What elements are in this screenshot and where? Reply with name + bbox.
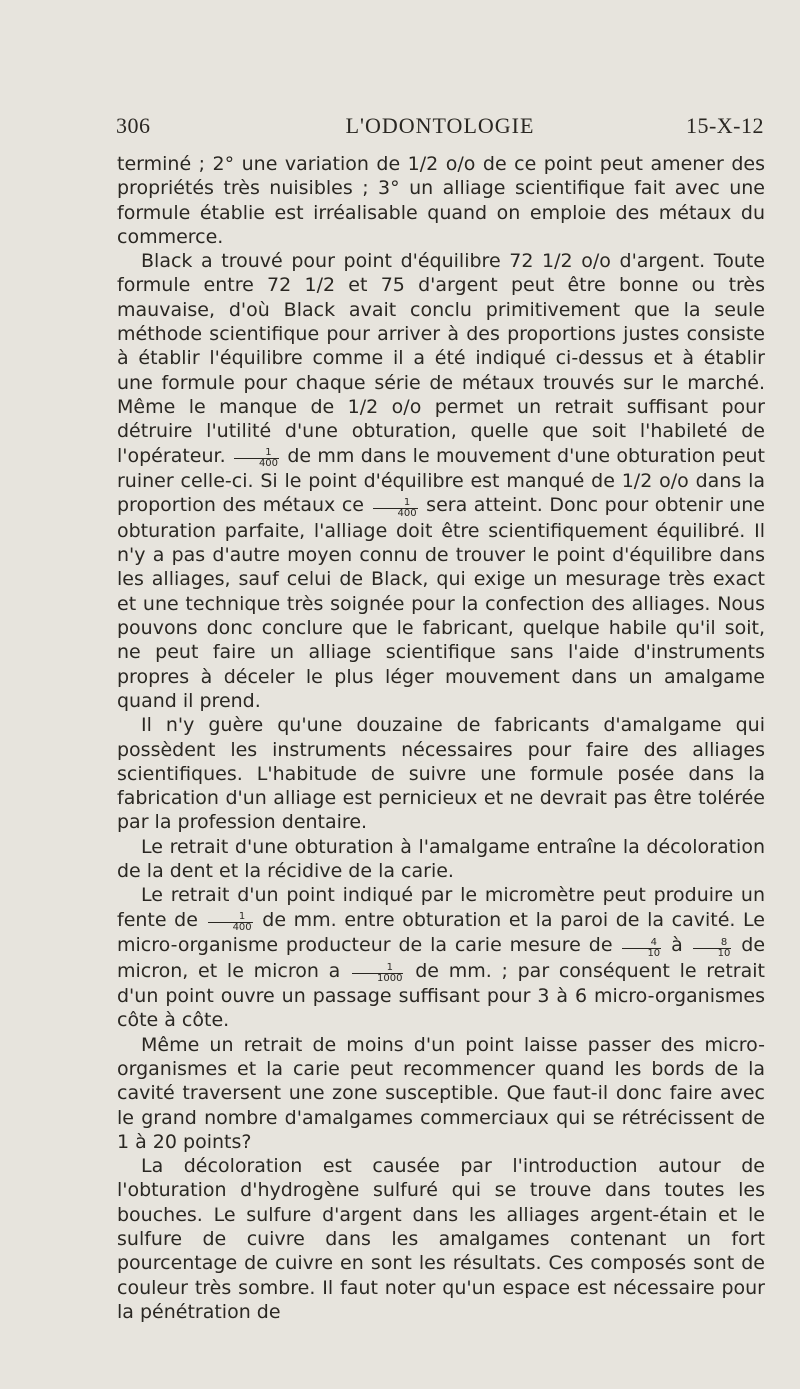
- paragraph-5: [117, 883, 765, 1032]
- fraction-1-400: $\frac{1}{400}$: [234, 448, 279, 469]
- fraction-1-400: $\frac{1}{400}$: [373, 498, 418, 519]
- paragraph-5-part-c: à: [671, 934, 683, 957]
- paragraph-3: Il n'y guère qu'une douzaine de fabricants d'amalgame qui possèdent les instruments nécessaires pour faire des alliages scientifiques. L'habitude de suivre une formule posée dans la fabrication d'un alliage est pernicieux et ne devrait pas être tolérée par la profession dentaire.: [117, 714, 765, 834]
- paragraph-2-part-b: de mm dans le mouvement d'une obturation peut ruiner celle-ci. Si le point d'équilibre est manqué de 1/2 o/o dans la proportion des métaux ce: [117, 444, 765, 517]
- fraction-1-400: $\frac{1}{400}$: [208, 912, 253, 933]
- paragraph-4: Le retrait d'une obturation à l'amalgame entraîne la décoloration de la dent et la récidive de la carie.: [117, 835, 765, 883]
- fraction-1-1000: $\frac{1}{1000}$: [352, 963, 403, 984]
- paragraph-2-part-a: Black a trouvé pour point d'équilibre 72 1/2 o/o d'argent. Toute formule entre 72 1/2 et 75 d'argent peut être bonne ou très mauvaise, d'où Black avait conclu primitivement que la seule méthode scientifique pour arriver à des proportions justes consiste à établir l'équilibre comme il a été indiqué ci-dessus et à établir une formule pour chaque série de métaux trouvés sur le marché. Même le manque de 1/2 o/o permet un retrait suffisant pour détruire l'utilité d'une obturation, quelle que soit l'habileté de l'opérateur.: [117, 250, 765, 467]
- article-body: [117, 152, 765, 1324]
- paragraph-7: La décoloration est causée par l'introduction autour de l'obturation d'hydrogène sulfuré qui se trouve dans toutes les bouches. Le sulfure d'argent dans les alliages argent-étain et le sulfure de cuivre dans les amalgames contenant un fort pourcentage de cuivre en sont les résultats. Ces composés sont de couleur très sombre. Il faut noter qu'un espace est nécessaire pour la pénétration de: [117, 1155, 765, 1323]
- running-head: [116, 113, 764, 143]
- journal-title: L'ODONTOLOGIE: [345, 113, 535, 138]
- fraction-4-10: $\frac{4}{10}$: [622, 938, 661, 959]
- paragraph-2: [117, 249, 765, 713]
- paragraph-5-part-d: de micron, et le micron a: [117, 934, 766, 982]
- paragraph-1: terminé ; 2° une variation de 1/2 o/o de ce point peut amener des propriétés très nuisibles ; 3° un alliage scientifique fait avec une formule établie est irréalisable quand on emploie des métaux du commerce.: [117, 153, 765, 248]
- paragraph-5-part-e: de mm. ; par conséquent le retrait d'un point ouvre un passage suffisant pour 3 à 6 micro-organismes côte à côte.: [117, 959, 765, 1032]
- paragraph-5-part-b: de mm. entre obturation et la paroi de la cavité. Le micro-organisme producteur de la carie mesure de: [117, 908, 765, 957]
- paragraph-6: Même un retrait de moins d'un point laisse passer des micro-organismes et la carie peut recommencer quand les bords de la cavité traversent une zone susceptible. Que faut-il donc faire avec le grand nombre d'amalgames commerciaux qui se rétrécissent de 1 à 20 points?: [117, 1033, 765, 1153]
- page-number: 306: [116, 113, 151, 138]
- fraction-8-10: $\frac{8}{10}$: [693, 938, 732, 959]
- issue-date: 15-X-12: [685, 113, 764, 138]
- paragraph-5-part-a: Le retrait d'un point indiqué par le micromètre peut produire un fente de: [117, 884, 765, 931]
- paragraph-2-part-c: sera atteint. Donc pour obtenir une obturation parfaite, l'alliage doit être scientifiquement équilibré. Il n'y a pas d'autre moyen connu de trouver le point d'équilibre dans les alliages, sauf celui de Black, qui exige un mesurage très exact et une technique très soignée pour la confection des alliages. Nous pouvons donc conclure que le fabricant, quelque habile qu'il soit, ne peut faire un alliage scientifique sans l'aide d'instruments propres à déceler le plus léger mouvement dans un amalgame quand il prend.: [117, 494, 765, 712]
